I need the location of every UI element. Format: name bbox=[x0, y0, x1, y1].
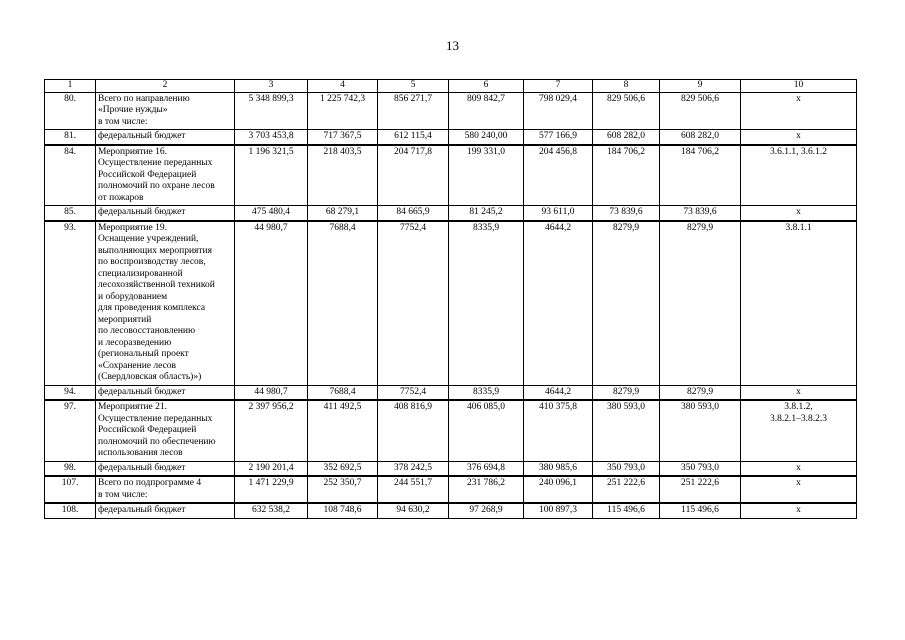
row-name-line: для проведения комплекса bbox=[98, 303, 206, 313]
row-number: 81. bbox=[45, 130, 96, 145]
table-row bbox=[45, 130, 857, 145]
value-cell-col8: 115 496,6 bbox=[593, 503, 660, 518]
row-name-line: федеральный бюджет bbox=[98, 131, 186, 141]
row-number: 80. bbox=[45, 92, 96, 130]
row-name bbox=[96, 503, 235, 518]
column-header: 10 bbox=[741, 80, 857, 93]
row-number: 85. bbox=[45, 206, 96, 221]
row-name-line: лесохозяйственной техникой bbox=[98, 280, 215, 290]
row-name-line: в том числе: bbox=[98, 489, 148, 500]
target-indicator-ref bbox=[741, 503, 857, 518]
value-cell-col7: 204 456,8 bbox=[524, 145, 593, 206]
target-indicator-ref bbox=[741, 461, 857, 476]
ref-line: 3.8.2.1–3.8.2.3 bbox=[770, 413, 827, 424]
value-cell-col6: 376 694,8 bbox=[449, 461, 524, 476]
value-cell-col5: 84 665,9 bbox=[378, 206, 449, 221]
row-number: 98. bbox=[45, 461, 96, 476]
value-cell-col4: 7688,4 bbox=[308, 221, 378, 386]
value-cell-col3: 475 480,4 bbox=[235, 206, 308, 221]
row-name-line: от пожаров bbox=[98, 192, 144, 203]
value-cell-col5: 204 717,8 bbox=[378, 145, 449, 206]
value-cell-col4: 218 403,5 bbox=[308, 145, 378, 206]
value-cell-col5: 7752,4 bbox=[378, 385, 449, 400]
value-cell-col3: 632 538,2 bbox=[235, 503, 308, 518]
table-row bbox=[45, 221, 857, 386]
target-indicator-ref bbox=[741, 221, 857, 386]
row-number: 97. bbox=[45, 400, 96, 461]
value-cell-col8: 251 222,6 bbox=[593, 476, 660, 503]
row-name-line: использования лесов bbox=[98, 448, 183, 458]
row-name-line: Осуществление переданных bbox=[98, 413, 213, 424]
row-name bbox=[96, 92, 235, 130]
value-cell-col7: 93 611,0 bbox=[524, 206, 593, 221]
value-cell-col9: 829 506,6 bbox=[660, 92, 741, 130]
target-indicator-ref bbox=[741, 385, 857, 400]
value-cell-col8: 380 593,0 bbox=[593, 400, 660, 461]
value-cell-col9: 184 706,2 bbox=[660, 145, 741, 206]
target-indicator-ref bbox=[741, 92, 857, 130]
header-row bbox=[45, 80, 857, 93]
row-name-line: федеральный бюджет bbox=[98, 386, 186, 397]
row-name-line: и оборудованием bbox=[98, 291, 168, 302]
value-cell-col6: 406 085,0 bbox=[449, 400, 524, 461]
value-cell-col8: 184 706,2 bbox=[593, 145, 660, 206]
value-cell-col3: 5 348 899,3 bbox=[235, 92, 308, 130]
row-number: 107. bbox=[45, 476, 96, 503]
ref-line: x bbox=[796, 93, 801, 104]
ref-line: x bbox=[796, 386, 801, 397]
value-cell-col9: 115 496,6 bbox=[660, 503, 741, 518]
row-name-line: федеральный бюджет bbox=[98, 505, 186, 515]
target-indicator-ref bbox=[741, 400, 857, 461]
value-cell-col3: 44 980,7 bbox=[235, 385, 308, 400]
column-header: 6 bbox=[449, 80, 524, 93]
column-header: 1 bbox=[45, 80, 96, 93]
table-body bbox=[45, 80, 857, 519]
value-cell-col4: 252 350,7 bbox=[308, 476, 378, 503]
target-indicator-ref bbox=[741, 130, 857, 145]
column-header: 2 bbox=[96, 80, 235, 93]
table-row bbox=[45, 92, 857, 130]
value-cell-col6: 8335,9 bbox=[449, 221, 524, 386]
row-name-line: (региональный проект bbox=[98, 349, 189, 359]
value-cell-col6: 231 786,2 bbox=[449, 476, 524, 503]
row-name bbox=[96, 206, 235, 221]
value-cell-col9: 73 839,6 bbox=[660, 206, 741, 221]
value-cell-col4: 717 367,5 bbox=[308, 130, 378, 145]
value-cell-col9: 8279,9 bbox=[660, 385, 741, 400]
value-cell-col8: 829 506,6 bbox=[593, 92, 660, 130]
table-row bbox=[45, 145, 857, 206]
row-name-line: федеральный бюджет bbox=[98, 462, 186, 473]
value-cell-col6: 8335,9 bbox=[449, 385, 524, 400]
value-cell-col8: 8279,9 bbox=[593, 385, 660, 400]
value-cell-col7: 410 375,8 bbox=[524, 400, 593, 461]
value-cell-col4: 411 492,5 bbox=[308, 400, 378, 461]
row-name-line: федеральный бюджет bbox=[98, 207, 186, 217]
ref-line: x bbox=[796, 207, 801, 217]
row-name-line: по воспроизводству лесов, bbox=[98, 257, 206, 267]
row-name bbox=[96, 476, 235, 503]
value-cell-col7: 240 096,1 bbox=[524, 476, 593, 503]
row-name-line: полномочий по охране лесов bbox=[98, 181, 215, 191]
row-name bbox=[96, 400, 235, 461]
row-name-line: Мероприятие 19. bbox=[98, 222, 168, 233]
table-row bbox=[45, 385, 857, 400]
value-cell-col3: 44 980,7 bbox=[235, 221, 308, 386]
value-cell-col3: 1 471 229,9 bbox=[235, 476, 308, 503]
ref-line: 3.6.1.1, 3.6.1.2 bbox=[770, 146, 827, 157]
value-cell-col8: 350 793,0 bbox=[593, 461, 660, 476]
value-cell-col7: 4644,2 bbox=[524, 385, 593, 400]
column-header: 5 bbox=[378, 80, 449, 93]
row-name-line: по лесовосстановлению bbox=[98, 326, 196, 336]
value-cell-col3: 1 196 321,5 bbox=[235, 145, 308, 206]
value-cell-col5: 378 242,5 bbox=[378, 461, 449, 476]
value-cell-col5: 856 271,7 bbox=[378, 92, 449, 130]
value-cell-col7: 380 985,6 bbox=[524, 461, 593, 476]
row-name bbox=[96, 385, 235, 400]
row-name bbox=[96, 461, 235, 476]
value-cell-col4: 1 225 742,3 bbox=[308, 92, 378, 130]
row-name-line: Мероприятие 21. bbox=[98, 402, 168, 412]
value-cell-col6: 81 245,2 bbox=[449, 206, 524, 221]
table-row bbox=[45, 503, 857, 518]
value-cell-col9: 251 222,6 bbox=[660, 476, 741, 503]
value-cell-col5: 7752,4 bbox=[378, 221, 449, 386]
column-header: 4 bbox=[308, 80, 378, 93]
table-row bbox=[45, 400, 857, 461]
ref-line: x bbox=[796, 462, 801, 473]
value-cell-col5: 94 630,2 bbox=[378, 503, 449, 518]
value-cell-col8: 73 839,6 bbox=[593, 206, 660, 221]
value-cell-col6: 580 240,00 bbox=[449, 130, 524, 145]
row-name-line: Всего по подпрограмме 4 bbox=[98, 478, 202, 488]
value-cell-col8: 8279,9 bbox=[593, 221, 660, 386]
budget-table bbox=[44, 79, 857, 519]
row-name-line: Оснащение учреждений, bbox=[98, 234, 199, 244]
value-cell-col4: 7688,4 bbox=[308, 385, 378, 400]
row-number: 93. bbox=[45, 221, 96, 386]
value-cell-col4: 352 692,5 bbox=[308, 461, 378, 476]
value-cell-col3: 3 703 453,8 bbox=[235, 130, 308, 145]
row-name bbox=[96, 221, 235, 386]
value-cell-col5: 408 816,9 bbox=[378, 400, 449, 461]
value-cell-col7: 100 897,3 bbox=[524, 503, 593, 518]
value-cell-col4: 68 279,1 bbox=[308, 206, 378, 221]
value-cell-col6: 97 268,9 bbox=[449, 503, 524, 518]
column-header: 8 bbox=[593, 80, 660, 93]
row-number: 108. bbox=[45, 503, 96, 518]
value-cell-col6: 199 331,0 bbox=[449, 145, 524, 206]
row-name-line: «Сохранение лесов bbox=[98, 360, 177, 371]
target-indicator-ref bbox=[741, 206, 857, 221]
row-name bbox=[96, 130, 235, 145]
column-header: 7 bbox=[524, 80, 593, 93]
column-header: 3 bbox=[235, 80, 308, 93]
value-cell-col8: 608 282,0 bbox=[593, 130, 660, 145]
row-name-line: полномочий по обеспечению bbox=[98, 436, 216, 447]
row-name-line: Мероприятие 16. bbox=[98, 146, 168, 157]
row-name-line: (Свердловская область)») bbox=[98, 372, 202, 382]
target-indicator-ref bbox=[741, 476, 857, 503]
value-cell-col9: 608 282,0 bbox=[660, 130, 741, 145]
row-name-line: в том числе: bbox=[98, 116, 148, 127]
row-name-line: мероприятий bbox=[98, 314, 152, 325]
row-number: 94. bbox=[45, 385, 96, 400]
value-cell-col5: 612 115,4 bbox=[378, 130, 449, 145]
value-cell-col9: 380 593,0 bbox=[660, 400, 741, 461]
value-cell-col3: 2 190 201,4 bbox=[235, 461, 308, 476]
value-cell-col4: 108 748,6 bbox=[308, 503, 378, 518]
value-cell-col7: 798 029,4 bbox=[524, 92, 593, 130]
table-row bbox=[45, 476, 857, 503]
row-number: 84. bbox=[45, 145, 96, 206]
value-cell-col3: 2 397 956,2 bbox=[235, 400, 308, 461]
row-name bbox=[96, 145, 235, 206]
table-row bbox=[45, 206, 857, 221]
row-name-line: «Прочие нужды» bbox=[98, 105, 168, 115]
row-name-line: выполняющих мероприятия bbox=[98, 245, 213, 256]
ref-line: 3.8.1.1 bbox=[785, 222, 812, 233]
table-row bbox=[45, 461, 857, 476]
page-number: 13 bbox=[446, 38, 459, 53]
row-name-line: Российской Федерацией bbox=[98, 425, 197, 435]
row-name-line: Осуществление переданных bbox=[98, 158, 213, 168]
ref-line: x bbox=[796, 505, 801, 515]
value-cell-col7: 577 166,9 bbox=[524, 130, 593, 145]
ref-line: 3.8.1.2, bbox=[784, 402, 813, 412]
value-cell-col6: 809 842,7 bbox=[449, 92, 524, 130]
row-name-line: Всего по направлению bbox=[98, 93, 190, 104]
value-cell-col7: 4644,2 bbox=[524, 221, 593, 386]
ref-line: x bbox=[796, 131, 801, 141]
row-name-line: и лесоразведению bbox=[98, 337, 172, 348]
value-cell-col5: 244 551,7 bbox=[378, 476, 449, 503]
value-cell-col9: 8279,9 bbox=[660, 221, 741, 386]
row-name-line: Российской Федерацией bbox=[98, 169, 197, 180]
ref-line: x bbox=[796, 478, 801, 488]
target-indicator-ref bbox=[741, 145, 857, 206]
row-name-line: специализированной bbox=[98, 268, 183, 279]
value-cell-col9: 350 793,0 bbox=[660, 461, 741, 476]
column-header: 9 bbox=[660, 80, 741, 93]
